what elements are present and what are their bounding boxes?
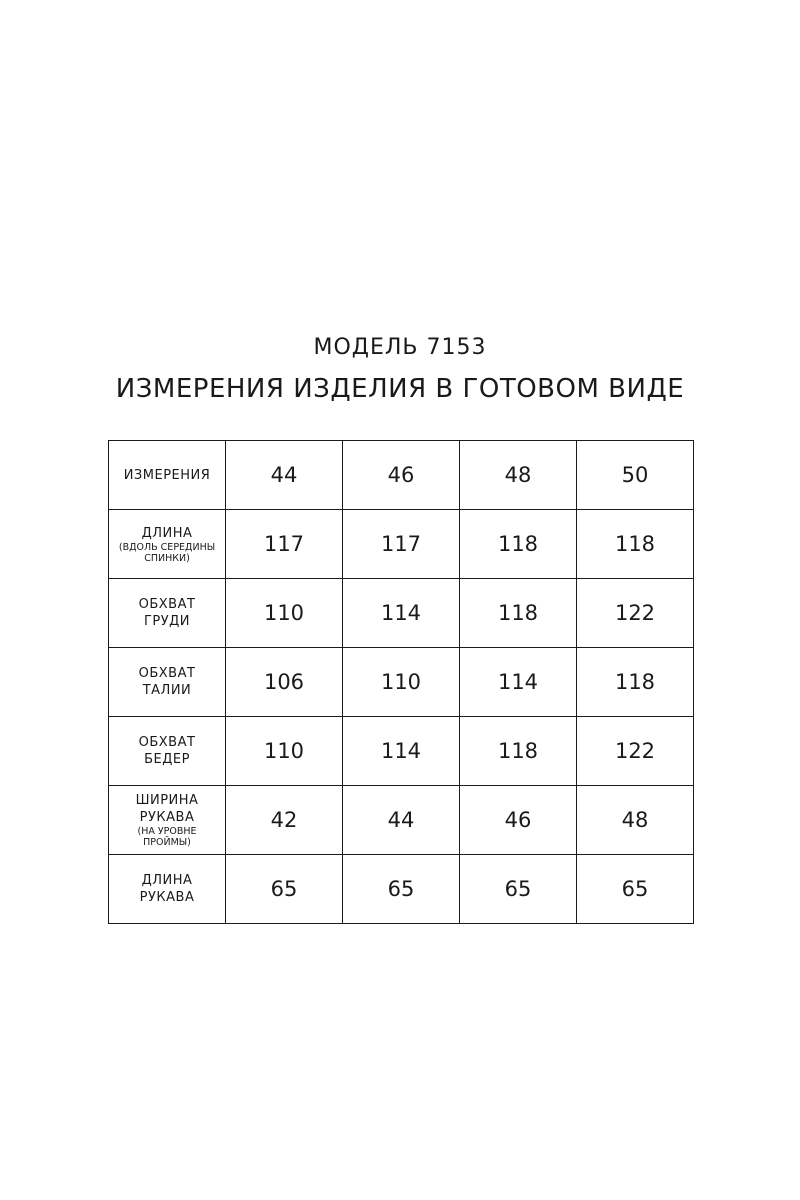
row-label-line: РУКАВА [139,890,195,905]
value-cell: 46 [460,786,577,855]
value-cell: 117 [226,510,343,579]
value-cell: 114 [343,717,460,786]
row-label-line: РУКАВА [139,810,195,825]
row-note-line: (НА УРОВНЕ [137,826,197,837]
value-cell: 65 [226,855,343,924]
row-label-line: ШИРИНА [135,793,199,808]
value-cell: 117 [343,510,460,579]
row-label-line: ОБХВАТ [138,735,196,750]
value-cell: 118 [460,579,577,648]
row-label-cell [109,717,226,786]
value-cell: 110 [343,648,460,717]
page-title: ИЗМЕРЕНИЯ ИЗДЕЛИЯ В ГОТОВОМ ВИДЕ [115,374,685,404]
row-label-cell [109,855,226,924]
row-label-line: ДЛИНА [141,525,193,541]
size-header-cell: 46 [343,441,460,510]
table-row [109,786,694,855]
size-header-cell: 48 [460,441,577,510]
row-label-line: БЕДЕР [144,752,190,767]
value-cell: 48 [577,786,694,855]
value-cell: 65 [343,855,460,924]
row-label-line: ОБХВАТ [138,666,196,681]
header-label-cell [109,441,226,510]
table-header-row [109,441,694,510]
value-cell: 122 [577,579,694,648]
row-label-line: ТАЛИИ [142,683,192,698]
value-cell: 118 [577,510,694,579]
value-cell: 110 [226,717,343,786]
table-row [109,648,694,717]
table-row [109,717,694,786]
size-header-cell: 50 [577,441,694,510]
value-cell: 65 [577,855,694,924]
row-label-cell [109,579,226,648]
header-label: ИЗМЕРЕНИЯ [123,467,211,483]
value-cell: 118 [460,510,577,579]
value-cell: 118 [577,648,694,717]
row-note-line: ПРОЙМЫ) [143,837,191,848]
size-header-cell: 44 [226,441,343,510]
row-label-cell [109,786,226,855]
value-cell: 114 [460,648,577,717]
value-cell: 65 [460,855,577,924]
value-cell: 106 [226,648,343,717]
value-cell: 44 [343,786,460,855]
row-label-line: ГРУДИ [143,614,191,629]
model-title: МОДЕЛЬ 7153 [313,335,487,360]
value-cell: 118 [460,717,577,786]
table-row [109,855,694,924]
row-label-line: ДЛИНА [141,873,193,888]
value-cell: 42 [226,786,343,855]
table-row [109,510,694,579]
row-label-cell [109,510,226,579]
table-row [109,579,694,648]
row-note-line: СПИНКИ) [144,552,190,564]
value-cell: 110 [226,579,343,648]
row-label-line: ОБХВАТ [138,597,196,612]
value-cell: 122 [577,717,694,786]
row-label-cell [109,648,226,717]
row-note-line: (ВДОЛЬ СЕРЕДИНЫ [118,541,216,553]
size-table [108,440,694,924]
value-cell: 114 [343,579,460,648]
